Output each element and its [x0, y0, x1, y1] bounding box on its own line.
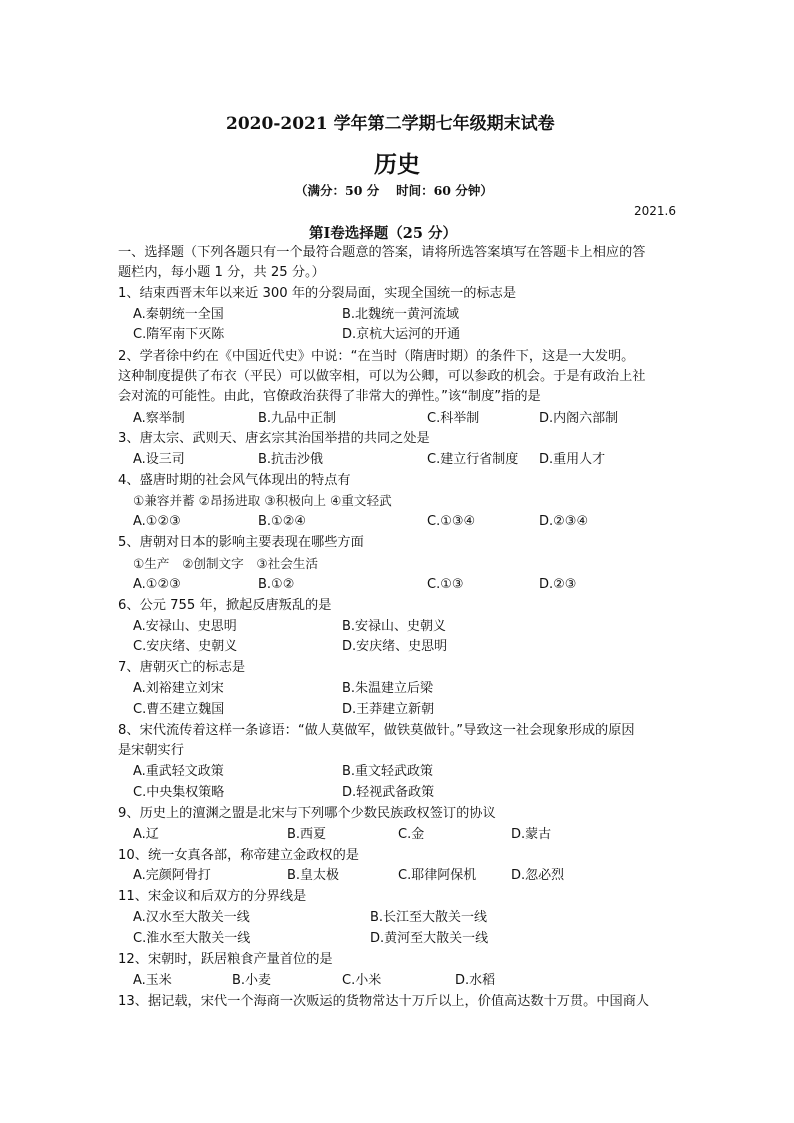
- q6-option-b: B.安禄山、史朝义: [342, 619, 447, 634]
- q2-option-b: B.九品中正制: [258, 411, 337, 426]
- q3-option-b: B.抗击沙俄: [258, 452, 324, 467]
- q9-option-b: B.西夏: [287, 827, 327, 842]
- q5-statements: ①生产 ②创制文字 ③社会生活: [133, 556, 318, 571]
- q8-option-c: C.中央集权策略: [133, 785, 225, 800]
- question-6-stem: 6、公元 755 年，掀起反唐叛乱的是: [118, 598, 332, 613]
- q3-option-a: A.设三司: [133, 452, 185, 467]
- q10-option-d: D.忽必烈: [511, 868, 565, 883]
- question-2-stem: 这种制度提供了布衣（平民）可以做宰相，可以为公卿，可以参政的机会。于是有政治上社: [118, 369, 646, 384]
- question-12-stem: 12、宋朝时，跃居粮食产量首位的是: [118, 952, 333, 967]
- q9-option-a: A.辽: [133, 827, 159, 842]
- question-13-stem: 13、据记载，宋代一个海商一次贩运的货物常达十万斤以上，价值高达数十万贯。中国商人: [118, 994, 650, 1009]
- q11-option-c: C.淮水至大散关一线: [133, 931, 251, 946]
- q12-option-c: C.小米: [342, 973, 382, 988]
- q7-option-c: C.曹丕建立魏国: [133, 702, 225, 717]
- q4-option-d: D.②③④: [539, 514, 589, 529]
- q5-option-d: D.②③: [539, 577, 577, 592]
- instructions-line: 一、选择题（下列各题只有一个最符合题意的答案，请将所选答案填写在答题卡上相应的答: [118, 245, 646, 260]
- question-1-stem: 1、结束西晋末年以来近 300 年的分裂局面，实现全国统一的标志是: [118, 286, 517, 301]
- question-4-stem: 4、盛唐时期的社会风气体现出的特点有: [118, 473, 351, 488]
- q1-option-d: D.京杭大运河的开通: [342, 327, 461, 342]
- q2-option-a: A.察举制: [133, 411, 185, 426]
- q2-option-d: D.内阁六部制: [539, 411, 619, 426]
- q4-statements: ①兼容并蓄 ②昂扬进取 ③积极向上 ④重文轻武: [133, 493, 392, 508]
- q9-option-c: C.金: [398, 827, 425, 842]
- q8-option-d: D.轻视武备政策: [342, 785, 435, 800]
- exam-title: 2020-2021 学年第二学期七年级期末试卷: [226, 114, 555, 134]
- q6-option-a: A.安禄山、史思明: [133, 619, 237, 634]
- q4-option-c: C.①③④: [427, 514, 476, 529]
- q4-option-a: A.①②③: [133, 514, 181, 529]
- question-2-stem: 2、学者徐中约在《中国近代史》中说：“在当时（隋唐时期）的条件下，这是一大发明。: [118, 349, 635, 364]
- q8-option-b: B.重文轻武政策: [342, 764, 434, 779]
- question-5-stem: 5、唐朝对日本的影响主要表现在哪些方面: [118, 535, 364, 550]
- q1-option-a: A.秦朝统一全国: [133, 307, 224, 322]
- question-2-stem: 会对流的可能性。由此，官僚政治获得了非常大的弹性。”该“制度”指的是: [118, 389, 541, 404]
- q8-option-a: A.重武轻文政策: [133, 764, 224, 779]
- instructions-line: 题栏内，每小题 1 分，共 25 分。）: [118, 265, 325, 280]
- q12-option-b: B.小麦: [232, 973, 272, 988]
- q11-option-d: D.黄河至大散关一线: [370, 931, 489, 946]
- q1-option-c: C.隋军南下灭陈: [133, 327, 225, 342]
- question-7-stem: 7、唐朝灭亡的标志是: [118, 660, 246, 675]
- q5-option-b: B.①②: [258, 577, 295, 592]
- q4-option-b: B.①②④: [258, 514, 307, 529]
- question-9-stem: 9、历史上的澶渊之盟是北宋与下列哪个少数民族政权签订的协议: [118, 806, 496, 821]
- q11-option-b: B.长江至大散关一线: [370, 910, 488, 925]
- q3-option-c: C.建立行省制度: [427, 452, 519, 467]
- q10-option-a: A.完颜阿骨打: [133, 868, 211, 883]
- q3-option-d: D.重用人才: [539, 452, 606, 467]
- question-10-stem: 10、统一女真各部，称帝建立金政权的是: [118, 848, 359, 863]
- q7-option-a: A.刘裕建立刘宋: [133, 681, 224, 696]
- q1-option-b: B.北魏统一黄河流域: [342, 307, 460, 322]
- question-3-stem: 3、唐太宗、武则天、唐玄宗其治国举措的共同之处是: [118, 431, 430, 446]
- q6-option-c: C.安庆绪、史朝义: [133, 639, 238, 654]
- q6-option-d: D.安庆绪、史思明: [342, 639, 448, 654]
- q10-option-b: B.皇太极: [287, 868, 340, 883]
- question-11-stem: 11、宋金议和后双方的分界线是: [118, 889, 307, 904]
- q12-option-a: A.玉米: [133, 973, 172, 988]
- q7-option-d: D.王莽建立新朝: [342, 702, 435, 717]
- question-8-stem: 是宋朝实行: [118, 743, 184, 758]
- exam-date: 2021.6: [634, 204, 676, 218]
- q10-option-c: C.耶律阿保机: [398, 868, 477, 883]
- q9-option-d: D.蒙古: [511, 827, 552, 842]
- section-title: 第Ⅰ卷选择题（25 分）: [309, 225, 458, 242]
- q2-option-c: C.科举制: [427, 411, 480, 426]
- q5-option-c: C.①③: [427, 577, 464, 592]
- subject-title: 历史: [374, 151, 420, 178]
- q12-option-d: D.水稻: [455, 973, 496, 988]
- q7-option-b: B.朱温建立后梁: [342, 681, 434, 696]
- q5-option-a: A.①②③: [133, 577, 181, 592]
- q11-option-a: A.汉水至大散关一线: [133, 910, 250, 925]
- score-time-line: （满分：50 分 时间：60 分钟）: [295, 183, 493, 198]
- question-8-stem: 8、宋代流传着这样一条谚语：“做人莫做军，做铁莫做针。”导致这一社会现象形成的原因: [118, 723, 635, 738]
